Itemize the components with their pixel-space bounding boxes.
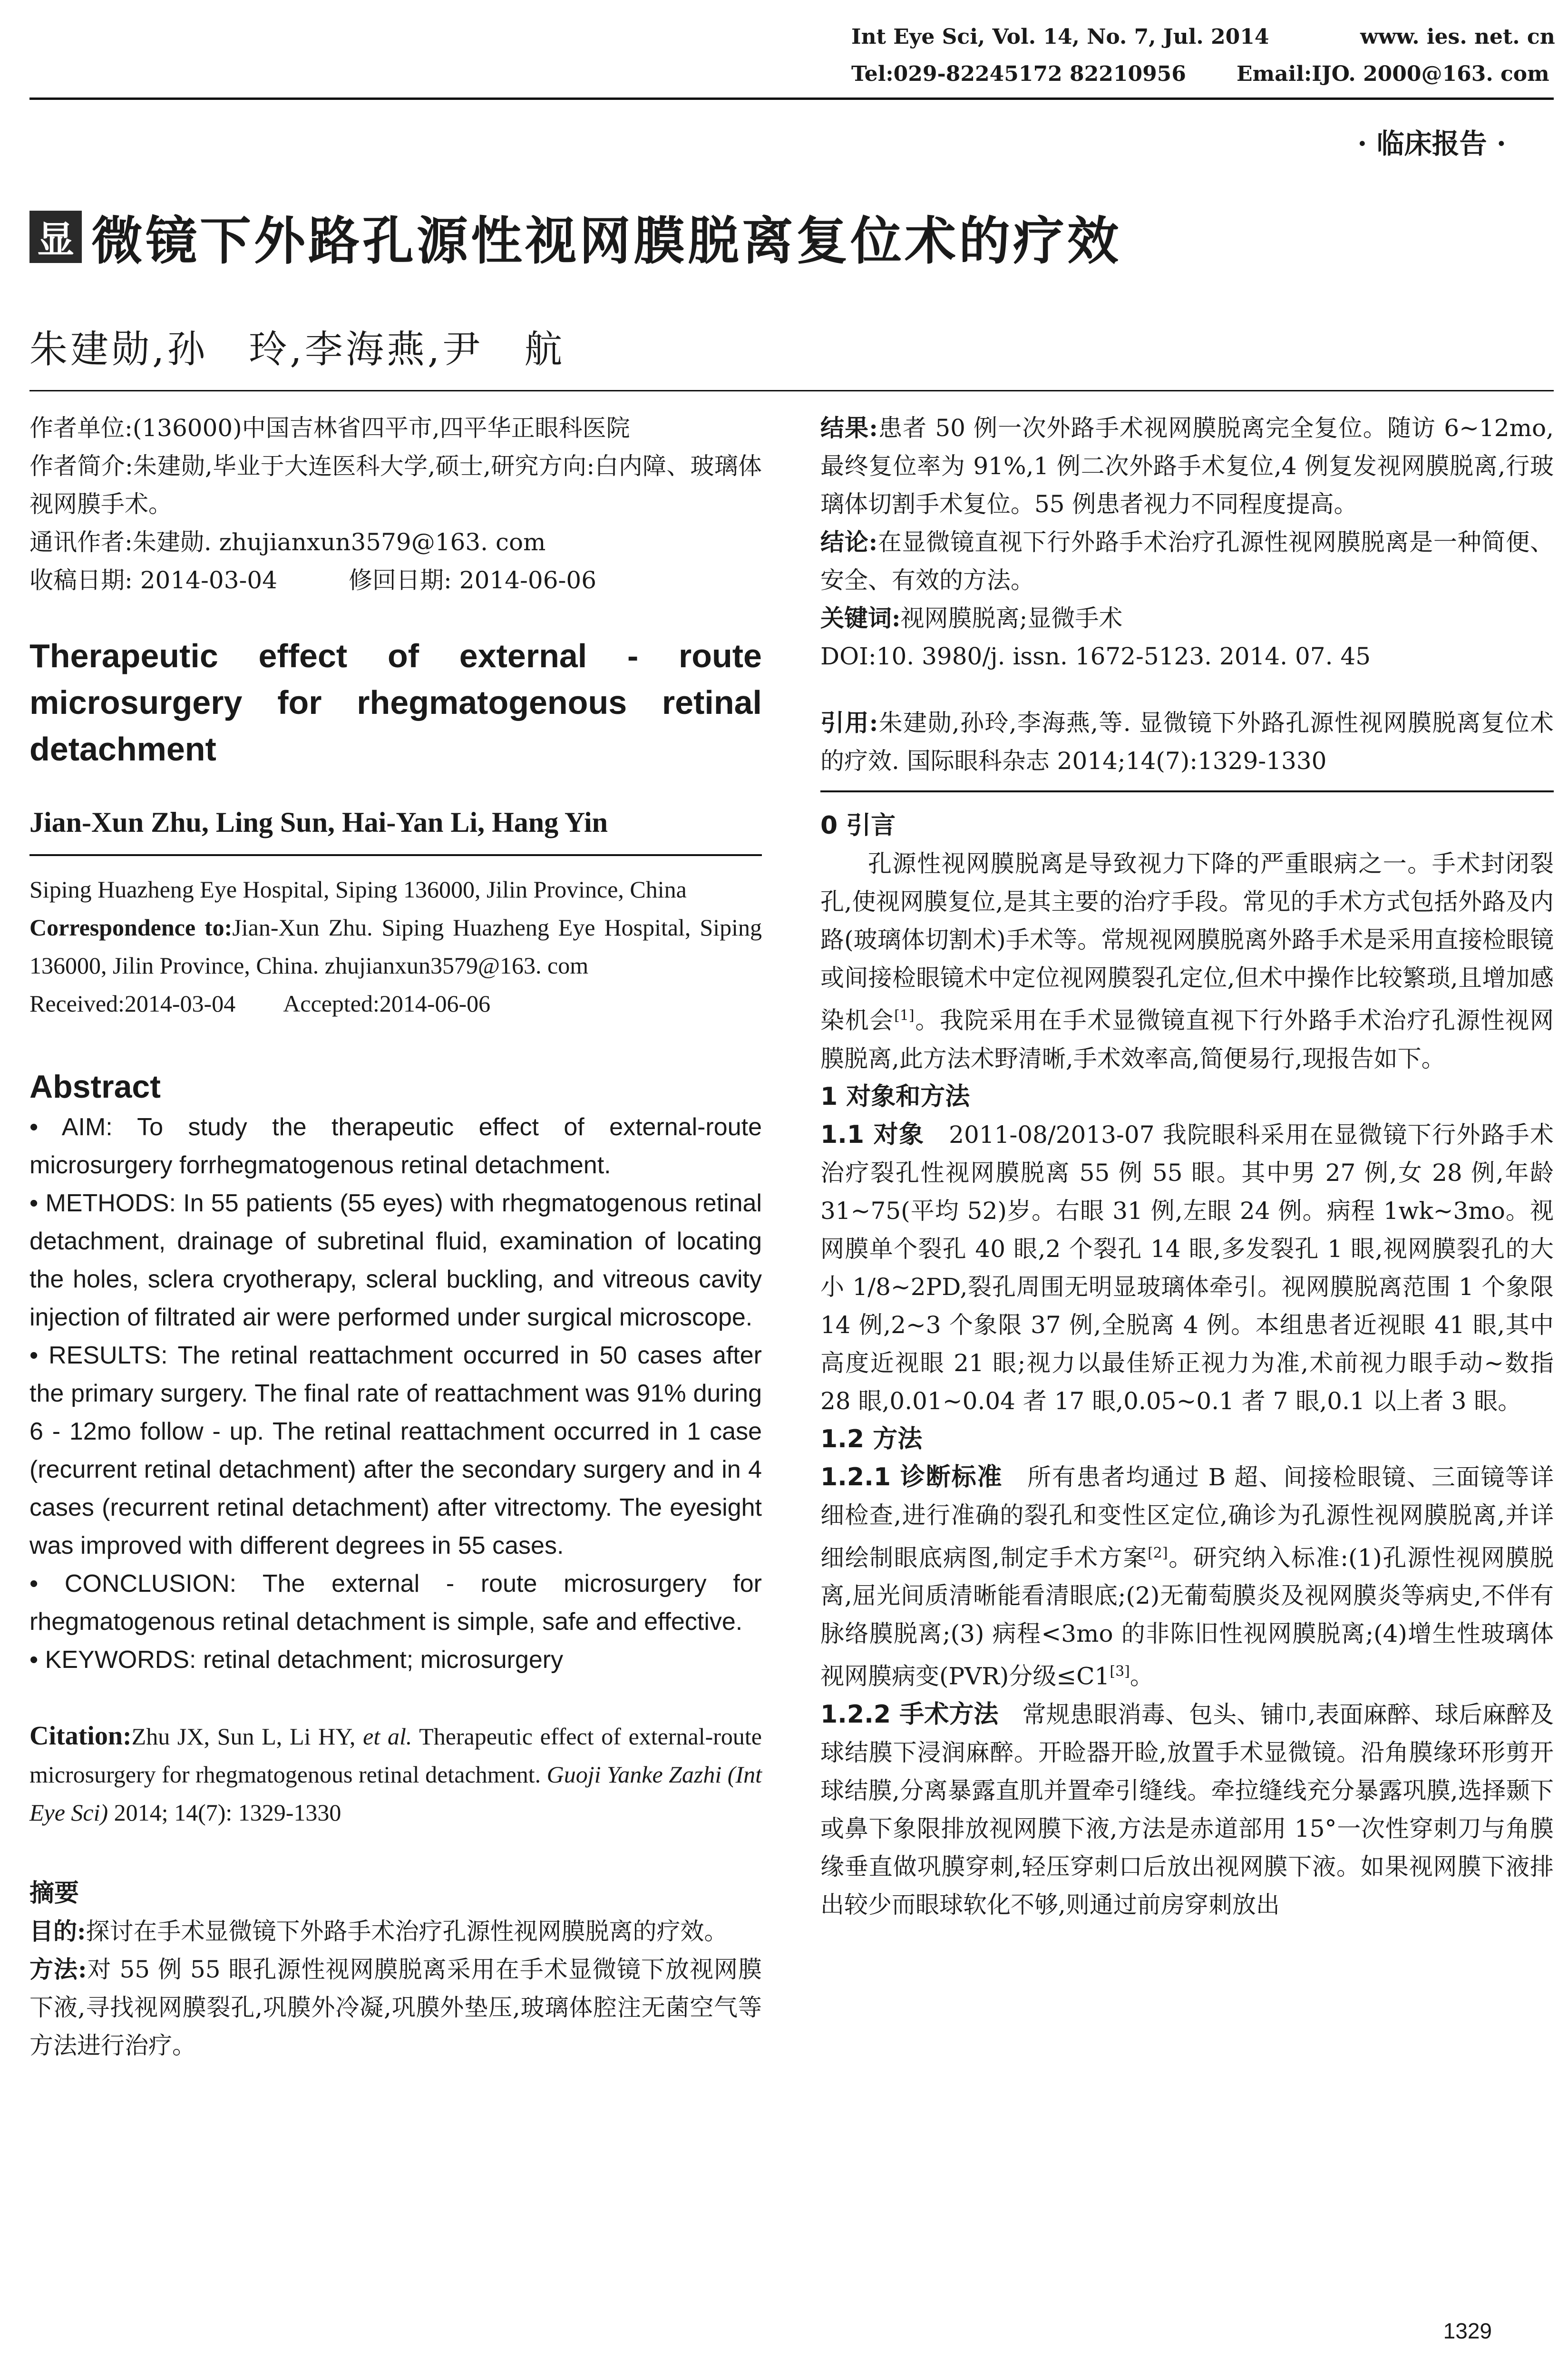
page-title: 微镜下外路孔源性视网膜脱离复位术的疗效	[91, 212, 1122, 271]
journal-info: Int Eye Sci, Vol. 14, No. 7, Jul. 2014	[851, 25, 1269, 49]
citation-etal: et al.	[363, 1723, 412, 1750]
citation	[29, 1717, 762, 1831]
section-0-heading: 0 引言	[820, 811, 896, 840]
section-label: · 临床报告 ·	[1357, 127, 1506, 160]
cn-citation-text: 朱建勋,孙玲,李海燕,等. 显微镜下外路孔源性视网膜脱离复位术的疗效. 国际眼科杂志 2014;14(7):1329-1330	[820, 709, 1554, 775]
section-1-2-1-text-a: 所有患者均通过 B 超、间接检眼镜、三面镜等详细检查,进行准确的裂孔和变性区定位,确诊为孔源性视网膜脱离,并详细绘制眼底病图,制定手术方案	[820, 1463, 1554, 1572]
cn-results-label: 结果:	[820, 414, 878, 442]
authors: 朱建勋,孙 玲,李海燕,尹 航	[29, 327, 565, 371]
page-number: 1329	[1443, 2319, 1492, 2343]
section-1-2-1-text-b: 。研究纳入标准:(1)孔源性视网膜脱离,屈光间质清晰能看清眼底;(2)无葡萄膜炎及视网膜炎等病史,不伴有脉络膜脱离;(3) 病程<3mo 的非陈旧性视网膜脱离;(4)增生性玻璃体视网膜病变(PVR)分级≤C1	[820, 1544, 1554, 1690]
section-1-2-2	[820, 1695, 1554, 1924]
english-title: Therapeutic effect of external - route microsurgery for rhegmatogenous retinal detachment	[29, 637, 762, 768]
abstract-aim: • AIM: To study the therapeutic effect of external-route microsurgery forrhegmatogenous retinal detachment.	[29, 1113, 762, 1179]
section-1-1-label: 1.1 对象	[820, 1120, 925, 1149]
section-1-2-heading: 1.2 方法	[820, 1424, 923, 1453]
corresponding-author: 通讯作者:朱建勋. zhujianxun3579@163. com	[29, 528, 546, 556]
citation-title: Therapeutic effect of external-route microsurgery for rhegmatogenous retinal detachment.	[29, 1723, 762, 1788]
journal-email: Email:IJO. 2000@163. com	[1237, 62, 1549, 86]
section-0-text	[820, 845, 1554, 1078]
title-row	[29, 200, 1121, 273]
section-1-2-2-label: 1.2.2 手术方法	[820, 1700, 999, 1729]
cn-results-text: 患者 50 例一次外路手术视网膜脱离完全复位。随访 6~12mo,最终复位率为 91%,1 例二次外路手术复位,4 例复发视网膜脱离,行玻璃体切割手术复位。55 例患者视力不同程度提高。	[820, 414, 1554, 518]
ref-2: [2]	[1148, 1544, 1168, 1561]
section-1-2-2-text: 常规患眼消毒、包头、铺巾,表面麻醉、球后麻醉及球结膜下浸润麻醉。开睑器开睑,放置手术显微镜。沿角膜缘环形剪开球结膜,分离暴露直肌并置牵引缝线。牵拉缝线充分暴露巩膜,选择颞下或鼻下象限排放视网膜下液,方法是赤道部用 15°一次性穿刺刀与角膜缘垂直做巩膜穿刺,轻压穿刺口后放出视网膜下液。如果视网膜下液排出较少而眼球软化不够,则通过前房穿刺放出	[820, 1700, 1554, 1919]
english-dates: Received:2014-03-04 Accepted:2014-06-06	[29, 990, 491, 1017]
section-0-text-a: 孔源性视网膜脱离是导致视力下降的严重眼病之一。手术封闭裂孔,使视网膜复位,是其主要的治疗手段。常见的手术方式包括外路及内路(玻璃体切割术)手术等。常规视网膜脱离外路手术是采用直接检眼镜或间接检眼镜术中定位视网膜裂孔定位,但术中操作比较繁琐,且增加感染机会	[820, 850, 1554, 1034]
citation-label: Citation:	[29, 1721, 132, 1751]
abstract-methods: • METHODS: In 55 patients (55 eyes) with rhegmatogenous retinal detachment, drainage of subretinal fluid, examination of locating the holes, sclera cryotherapy, scleral buckling, and vitreous cavity injection of filtrated air were performed under surgical microscope.	[29, 1189, 762, 1331]
citation-authors: Zhu JX, Sun L, Li HY,	[131, 1723, 363, 1750]
cn-aim-text: 探讨在手术显微镜下外路手术治疗孔源性视网膜脱离的疗效。	[86, 1918, 728, 1945]
left-column	[29, 409, 762, 2065]
received-dates: 收稿日期: 2014-03-04 修回日期: 2014-06-06	[29, 566, 597, 594]
cn-keywords-text: 视网膜脱离;显微手术	[900, 604, 1123, 632]
citation-issue: 2014; 14(7): 1329-1330	[108, 1799, 341, 1826]
correspondence-text: Jian-Xun Zhu. Siping Huazheng Eye Hospital, Siping 136000, Jilin Province, China. zhujianxun3579@163. com	[29, 914, 762, 979]
section-1-heading: 1 对象和方法	[820, 1082, 970, 1111]
cn-methods-label: 方法:	[29, 1955, 87, 1983]
abstract-results: • RESULTS: The retinal reattachment occurred in 50 cases after the primary surgery. The final rate of reattachment was 91% during 6 - 12mo follow - up. The retinal reattachment occurred in 1 case (recurrent retinal detachment) after the secondary surgery and in 4 cases (recurrent retinal detachment) after vitrectomy. The eyesight was improved with different degrees in 55 cases.	[29, 1342, 762, 1559]
section-1-2-1-text-c: 。	[1130, 1662, 1154, 1690]
title-badge-icon: 显	[29, 211, 82, 263]
cn-conclusion-text: 在显微镜直视下行外路手术治疗孔源性视网膜脱离是一种简便、安全、有效的方法。	[820, 528, 1554, 594]
authors-rule	[29, 390, 1554, 391]
journal-website: www. ies. net. cn	[1360, 25, 1555, 49]
english-correspondence	[29, 908, 762, 984]
header-rule	[29, 97, 1554, 100]
cn-citation-label: 引用:	[820, 709, 878, 737]
section-1-1	[820, 1116, 1554, 1420]
section-0-text-b: 。我院采用在手术显微镜直视下行外路手术治疗孔源性视网膜脱离,此方法术野清晰,手术效率高,简便易行,现报告如下。	[820, 1006, 1554, 1072]
cn-conclusion-label: 结论:	[820, 528, 878, 556]
cn-abstract-heading: 摘要	[29, 1879, 79, 1908]
section-1-2-1	[820, 1458, 1554, 1695]
ref-3: [3]	[1110, 1663, 1130, 1680]
right-column	[820, 409, 1554, 1924]
cn-aim-label: 目的:	[29, 1917, 86, 1945]
cn-aim	[29, 1912, 762, 1950]
english-authors: Jian-Xun Zhu, Ling Sun, Hai-Yan Li, Hang Yin	[29, 807, 608, 838]
cn-citation	[820, 704, 1554, 780]
affiliation: 作者单位:(136000)中国吉林省四平市,四平华正眼科医院	[29, 414, 630, 442]
cn-results	[820, 409, 1554, 523]
cn-conclusion	[820, 523, 1554, 599]
ref-1: [1]	[894, 1007, 915, 1024]
cn-keywords	[820, 599, 1554, 637]
cn-keywords-label: 关键词:	[820, 604, 901, 632]
abstract-conclusion: • CONCLUSION: The external - route microsurgery for rhegmatogenous retinal detachment is simple, safe and effective.	[29, 1570, 762, 1636]
english-authors-rule	[29, 854, 762, 856]
abstract-keywords: • KEYWORDS: retinal detachment; microsurgery	[29, 1646, 564, 1674]
english-affiliation: Siping Huazheng Eye Hospital, Siping 136000, Jilin Province, China	[29, 876, 687, 903]
section-1-1-text: 2011-08/2013-07 我院眼科采用在显微镜下行外路手术治疗裂孔性视网膜脱离 55 例 55 眼。其中男 27 例,女 28 例,年龄 31~75(平均 52)岁。右眼 31 例,左眼 24 例。病程 1wk~3mo。视网膜单个裂孔 40 眼,2 个裂孔 14 眼,多发裂孔 1 眼,视网膜裂孔的大小 1/8~2PD,裂孔周围无明显玻璃体牵引。视网膜脱离范围 1 个象限 14 例,2~3 个象限 37 例,全脱离 4 例。本组患者近视眼 41 眼,其中高度近视眼 21 眼;视力以最佳矫正视力为准,术前视力眼手动~数指 28 眼,0.01~0.04 者 17 眼,0.05~0.1 者 7 眼,0.1 以上者 3 眼。	[820, 1120, 1554, 1415]
doi: DOI:10. 3980/j. issn. 1672-5123. 2014. 07. 45	[820, 643, 1371, 670]
author-intro: 作者简介:朱建勋,毕业于大连医科大学,硕士,研究方向:白内障、玻璃体视网膜手术。	[29, 452, 762, 518]
citation-rule	[820, 790, 1554, 792]
correspondence-label: Correspondence to:	[29, 914, 233, 941]
section-1-2-1-label: 1.2.1 诊断标准	[820, 1462, 1003, 1491]
abstract-heading: Abstract	[29, 1069, 161, 1105]
cn-methods	[29, 1950, 762, 2065]
citation-journal: Guoji Yanke Zazhi (Int Eye Sci)	[29, 1761, 762, 1826]
cn-methods-text: 对 55 例 55 眼孔源性视网膜脱离采用在手术显微镜下放视网膜下液,寻找视网膜裂孔,巩膜外冷凝,巩膜外垫压,玻璃体腔注无菌空气等方法进行治疗。	[29, 1956, 762, 2059]
journal-tel: Tel:029-82245172 82210956	[851, 62, 1186, 86]
